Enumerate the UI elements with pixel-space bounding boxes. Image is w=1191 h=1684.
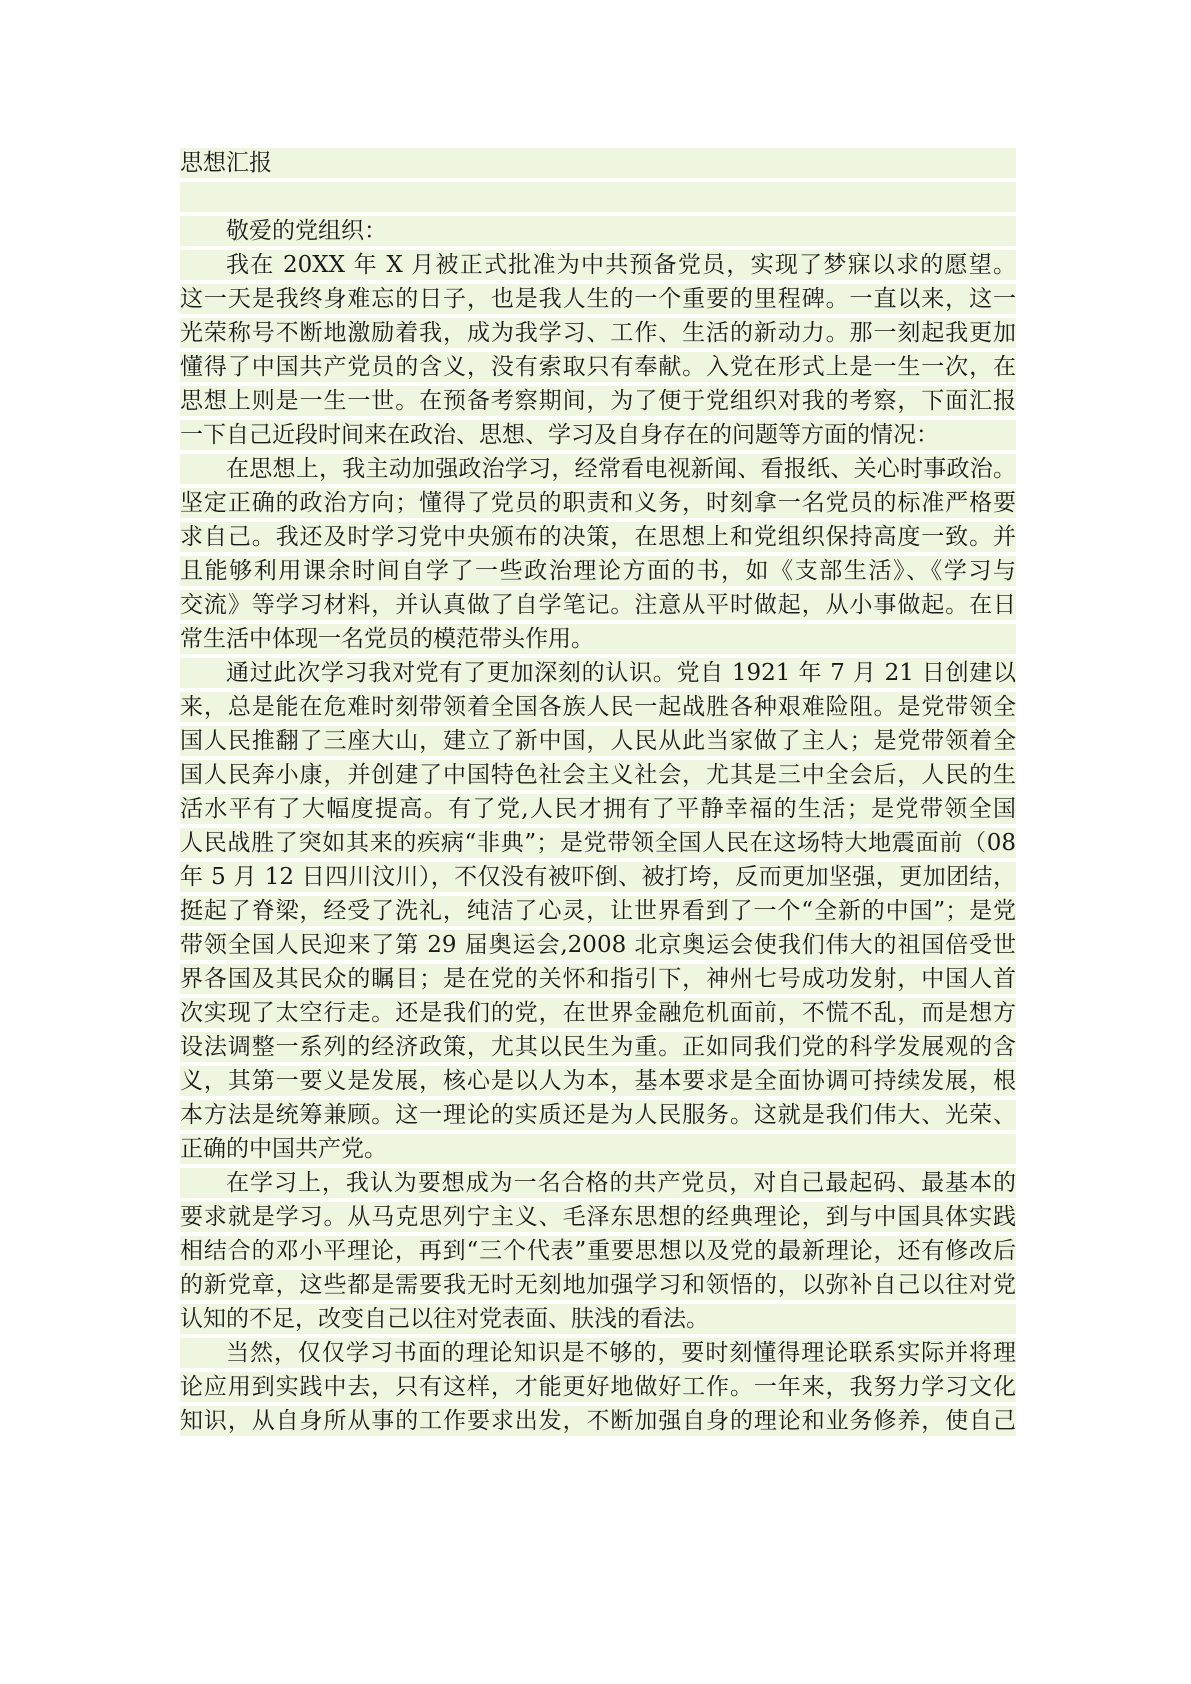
paragraph-line: 懂得了中国共产党员的含义，没有索取只有奉献。入党在形式上是一生一次，在 <box>180 354 1016 380</box>
paragraph-line: 带领全国人民迎来了第 29 届奥运会,2008 北京奥运会使我们伟大的祖国倍受世 <box>180 932 1016 958</box>
paragraph-line: 来，总是能在危难时刻带领着全国各族人民一起战胜各种艰难险阻。是党带领全 <box>180 694 1016 720</box>
paragraph-line: 要求就是学习。从马克思列宁主义、毛泽东思想的经典理论，到与中国具体实践 <box>180 1204 1016 1230</box>
document-body <box>180 148 1016 1440</box>
paragraph-line: 知识，从自身所从事的工作要求出发，不断加强自身的理论和业务修养，使自己 <box>180 1408 1016 1434</box>
paragraph-line: 一下自己近段时间来在政治、思想、学习及自身存在的问题等方面的情况： <box>180 420 1016 450</box>
paragraph-line: 相结合的邓小平理论，再到“三个代表”重要思想以及党的最新理论，还有修改后 <box>180 1238 1016 1264</box>
paragraph-line: 交流》等学习材料，并认真做了自学笔记。注意从平时做起，从小事做起。在日 <box>180 592 1016 618</box>
blank-line <box>180 182 1016 212</box>
paragraph-line: 界各国及其民众的瞩目；是在党的关怀和指引下，神州七号成功发射，中国人首 <box>180 966 1016 992</box>
paragraph-line: 我在 20XX 年 X 月被正式批准为中共预备党员，实现了梦寐以求的愿望。 <box>180 250 1016 280</box>
paragraph-line: 求自己。我还及时学习党中央颁布的决策，在思想上和党组织保持高度一致。并 <box>180 524 1016 550</box>
paragraph-line: 且能够利用课余时间自学了一些政治理论方面的书，如《支部生活》、《学习与 <box>180 558 1016 584</box>
paragraph-line: 义，其第一要义是发展，核心是以人为本，基本要求是全面协调可持续发展，根 <box>180 1068 1016 1094</box>
paragraph-line: 次实现了太空行走。还是我们的党，在世界金融危机面前，不慌不乱，而是想方 <box>180 1000 1016 1026</box>
paragraph-line: 设法调整一系列的经济政策，尤其以民生为重。正如同我们党的科学发展观的含 <box>180 1034 1016 1060</box>
paragraph-line: 思想上则是一生一世。在预备考察期间，为了便于党组织对我的考察，下面汇报 <box>180 388 1016 414</box>
paragraph-line: 通过此次学习我对党有了更加深刻的认识。党自 1921 年 7 月 21 日创建以 <box>180 658 1016 688</box>
paragraph-line: 论应用到实践中去，只有这样，才能更好地做好工作。一年来，我努力学习文化 <box>180 1374 1016 1400</box>
paragraph-line: 挺起了脊梁，经受了洗礼，纯洁了心灵，让世界看到了一个“全新的中国”；是党 <box>180 898 1016 924</box>
paragraph-line: 年 5 月 12 日四川汶川），不仅没有被吓倒、被打垮，反而更加坚强，更加团结， <box>180 864 1016 890</box>
paragraph-line: 常生活中体现一名党员的模范带头作用。 <box>180 624 1016 654</box>
paragraph-line: 活水平有了大幅度提高。有了党,人民才拥有了平静幸福的生活；是党带领全国 <box>180 796 1016 822</box>
paragraph-line: 这一天是我终身难忘的日子，也是我人生的一个重要的里程碑。一直以来，这一 <box>180 286 1016 312</box>
paragraph-line: 本方法是统筹兼顾。这一理论的实质还是为人民服务。这就是我们伟大、光荣、 <box>180 1102 1016 1128</box>
paragraph-line: 坚定正确的政治方向；懂得了党员的职责和义务，时刻拿一名党员的标准严格要 <box>180 490 1016 516</box>
paragraph-line: 敬爱的党组织： <box>180 216 1016 246</box>
paragraph-line: 的新党章，这些都是需要我无时无刻地加强学习和领悟的，以弥补自己以往对党 <box>180 1272 1016 1298</box>
paragraph-line: 在学习上，我认为要想成为一名合格的共产党员，对自己最起码、最基本的 <box>180 1168 1016 1198</box>
paragraph-line: 国人民奔小康，并创建了中国特色社会主义社会，尤其是三中全会后，人民的生 <box>180 762 1016 788</box>
paragraph-line: 光荣称号不断地激励着我，成为我学习、工作、生活的新动力。那一刻起我更加 <box>180 320 1016 346</box>
paragraph-line: 国人民推翻了三座大山，建立了新中国，人民从此当家做了主人；是党带领着全 <box>180 728 1016 754</box>
paragraph-line: 当然，仅仅学习书面的理论知识是不够的，要时刻懂得理论联系实际并将理 <box>180 1338 1016 1368</box>
document-title: 思想汇报 <box>180 148 1016 178</box>
paragraph-line: 认知的不足，改变自己以往对党表面、肤浅的看法。 <box>180 1304 1016 1334</box>
paragraph-line: 在思想上，我主动加强政治学习，经常看电视新闻、看报纸、关心时事政治。 <box>180 454 1016 484</box>
paragraph-line: 人民战胜了突如其来的疾病“非典”；是党带领全国人民在这场特大地震面前（08 <box>180 830 1016 856</box>
paragraph-line: 正确的中国共产党。 <box>180 1134 1016 1164</box>
